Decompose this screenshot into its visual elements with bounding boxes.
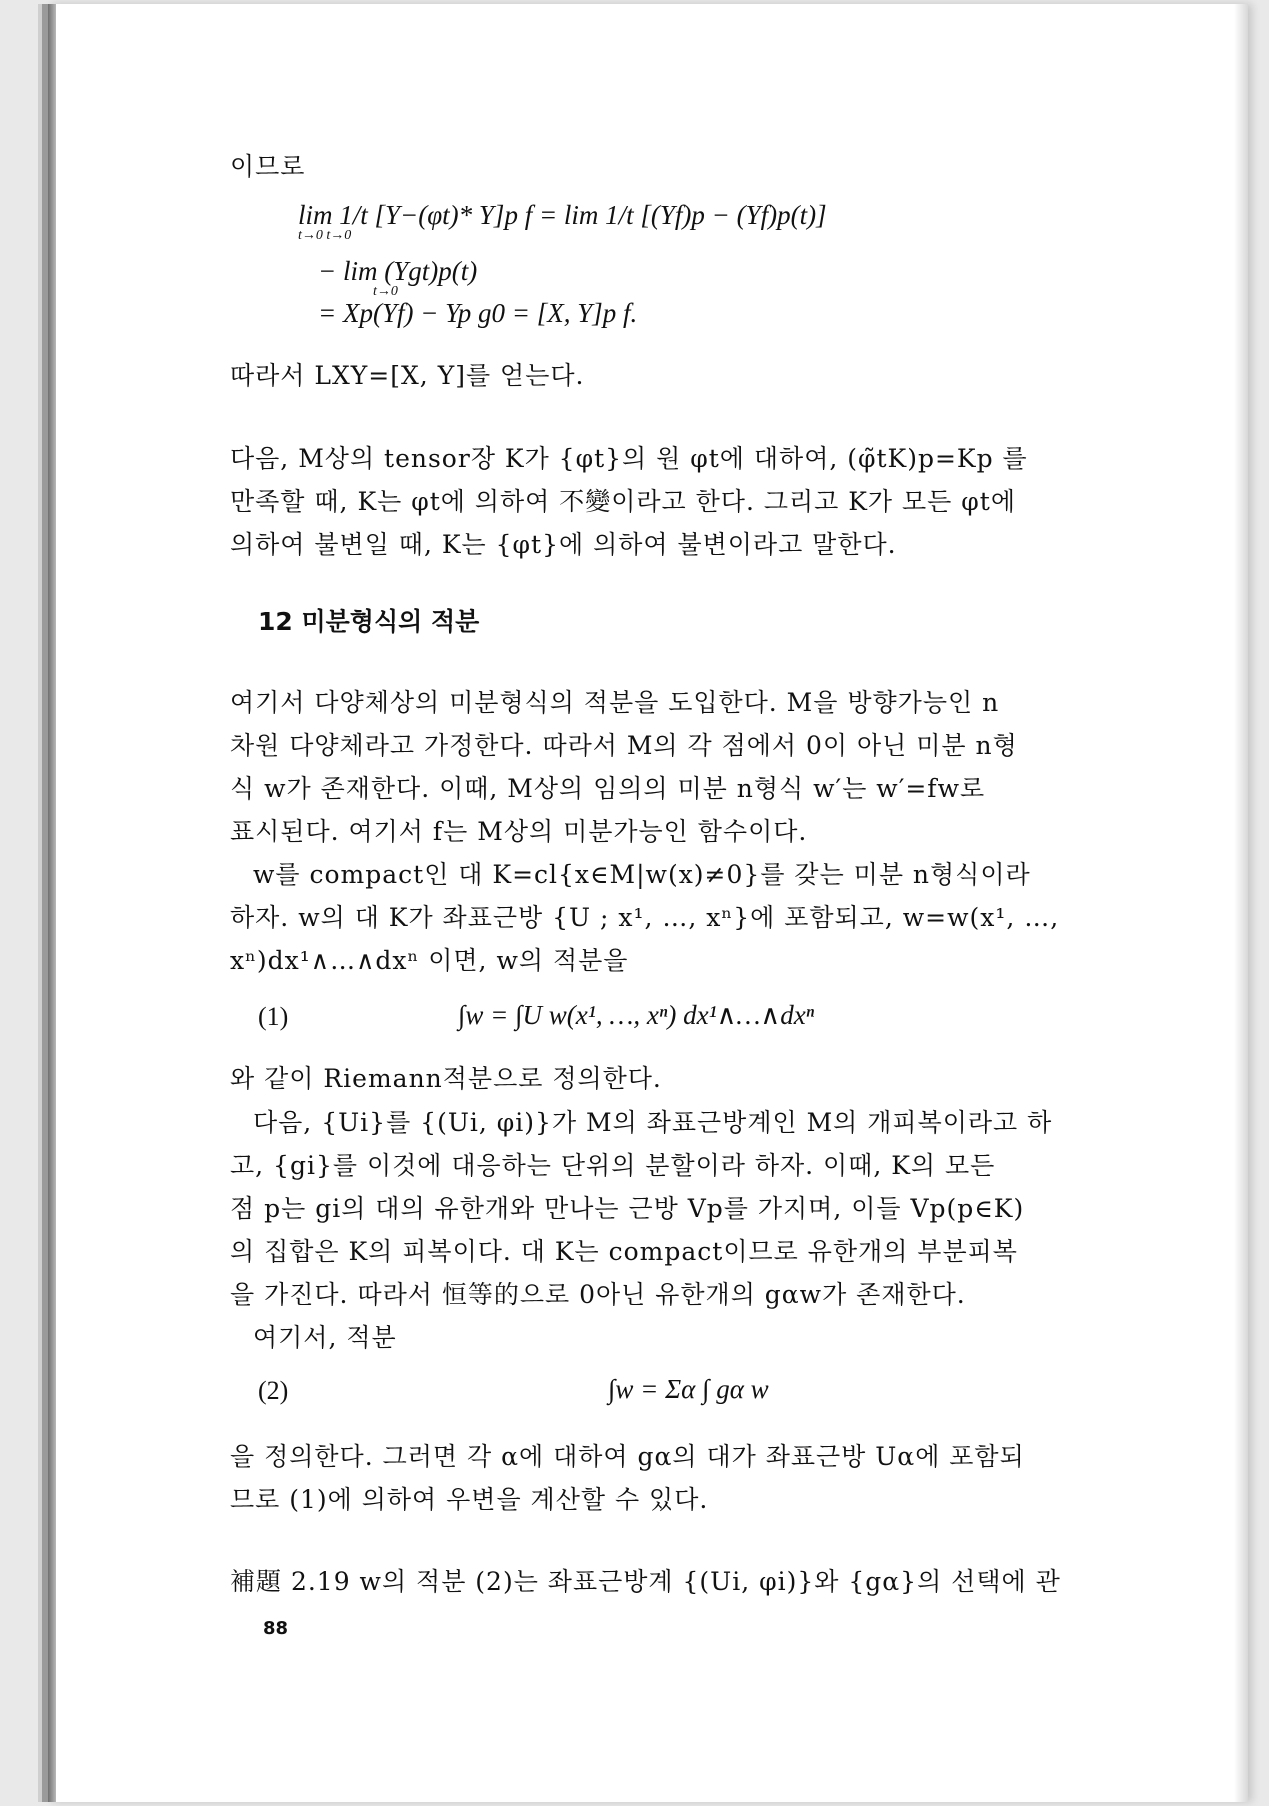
text-line: 므로 (1)에 의하여 우변을 계산할 수 있다. <box>230 1485 709 1514</box>
text-line: 차원 다양체라고 가정한다. 따라서 M의 각 점에서 0이 아닌 미분 n형 <box>230 731 1018 760</box>
equation-subscript: t→0 t→0 <box>298 228 352 243</box>
text-line: 고, {gi}를 이것에 대응하는 단위의 분할이라 하자. 이때, K의 모든 <box>230 1151 996 1180</box>
equation-line: = Xp(Yf) − Yp g0 = [X, Y]p f. <box>318 298 638 328</box>
text-line: 표시된다. 여기서 f는 M상의 미분가능인 함수이다. <box>230 817 808 846</box>
book-page <box>48 4 1248 1802</box>
equation-line: ∫w = Σα ∫ gα w <box>608 1374 769 1404</box>
text-line: 식 w가 존재한다. 이때, M상의 임의의 미분 n형식 w′는 w′=fw로 <box>230 774 986 803</box>
text-line: 의 집합은 K의 피복이다. 대 K는 compact이므로 유한개의 부분피복 <box>230 1237 1018 1266</box>
equation-number: (2) <box>258 1376 289 1405</box>
section-heading: 12 미분형식의 적분 <box>258 607 480 636</box>
page-right-shadow <box>1234 4 1248 1802</box>
text-line: 이므로 <box>230 152 306 181</box>
equation-line: ∫w = ∫U w(x¹, …, xⁿ) dx¹∧…∧dxⁿ <box>458 1000 815 1030</box>
text-line: 점 p는 gi의 대의 유한개와 만나는 근방 Vp를 가지며, 이들 Vp(p∈K) <box>230 1194 1025 1223</box>
equation-number: (1) <box>258 1002 289 1031</box>
lemma-line: 補題 2.19 w의 적분 (2)는 좌표근방계 {(Ui, φi)}와 {gα}의 선택에 관 <box>230 1567 1061 1596</box>
text-line: 만족할 때, K는 φt에 의하여 不變이라고 한다. 그리고 K가 모든 φt에 <box>230 487 1016 516</box>
text-line: 을 가진다. 따라서 恒等的으로 0아닌 유한개의 gαw가 존재한다. <box>230 1280 966 1309</box>
text-line: 을 정의한다. 그러면 각 α에 대하여 gα의 대가 좌표근방 Uα에 포함되 <box>230 1442 1025 1471</box>
text-line: xⁿ)dx¹∧…∧dxⁿ 이면, w의 적분을 <box>230 946 629 975</box>
text-line: 와 같이 Riemann적분으로 정의한다. <box>230 1064 662 1093</box>
equation-line: − lim (Ygt)p(t) <box>318 256 478 286</box>
text-line: 따라서 LXY=[X, Y]를 얻는다. <box>230 361 585 390</box>
text-line: 다음, {Ui}를 {(Ui, φi)}가 M의 좌표근방계인 M의 개피복이라고 하 <box>253 1108 1053 1137</box>
text-line: 다음, M상의 tensor장 K가 {φt}의 원 φt에 대하여, (φ̃tK)p=Kp 를 <box>230 444 1028 473</box>
text-line: 여기서, 적분 <box>253 1323 397 1352</box>
text-line: 여기서 다양체상의 미분형식의 적분을 도입한다. M을 방향가능인 n <box>230 688 1000 717</box>
page-stack-edge <box>48 4 56 1802</box>
text-line: 의하여 불변일 때, K는 {φt}에 의하여 불변이라고 말한다. <box>230 530 897 559</box>
equation-line: lim 1/t [Y−(φt)* Y]p f = lim 1/t [(Yf)p − (Yf)p(t)] <box>298 200 827 230</box>
text-line: 하자. w의 대 K가 좌표근방 {U ; x¹, …, xⁿ}에 포함되고, w=w(x¹, …, <box>230 903 1060 932</box>
page-number: 88 <box>263 1618 289 1639</box>
equation-subscript: t→0 <box>373 284 398 299</box>
text-line: w를 compact인 대 K=cl{x∈M|w(x)≠0}를 갖는 미분 n형식이라 <box>253 860 1031 889</box>
